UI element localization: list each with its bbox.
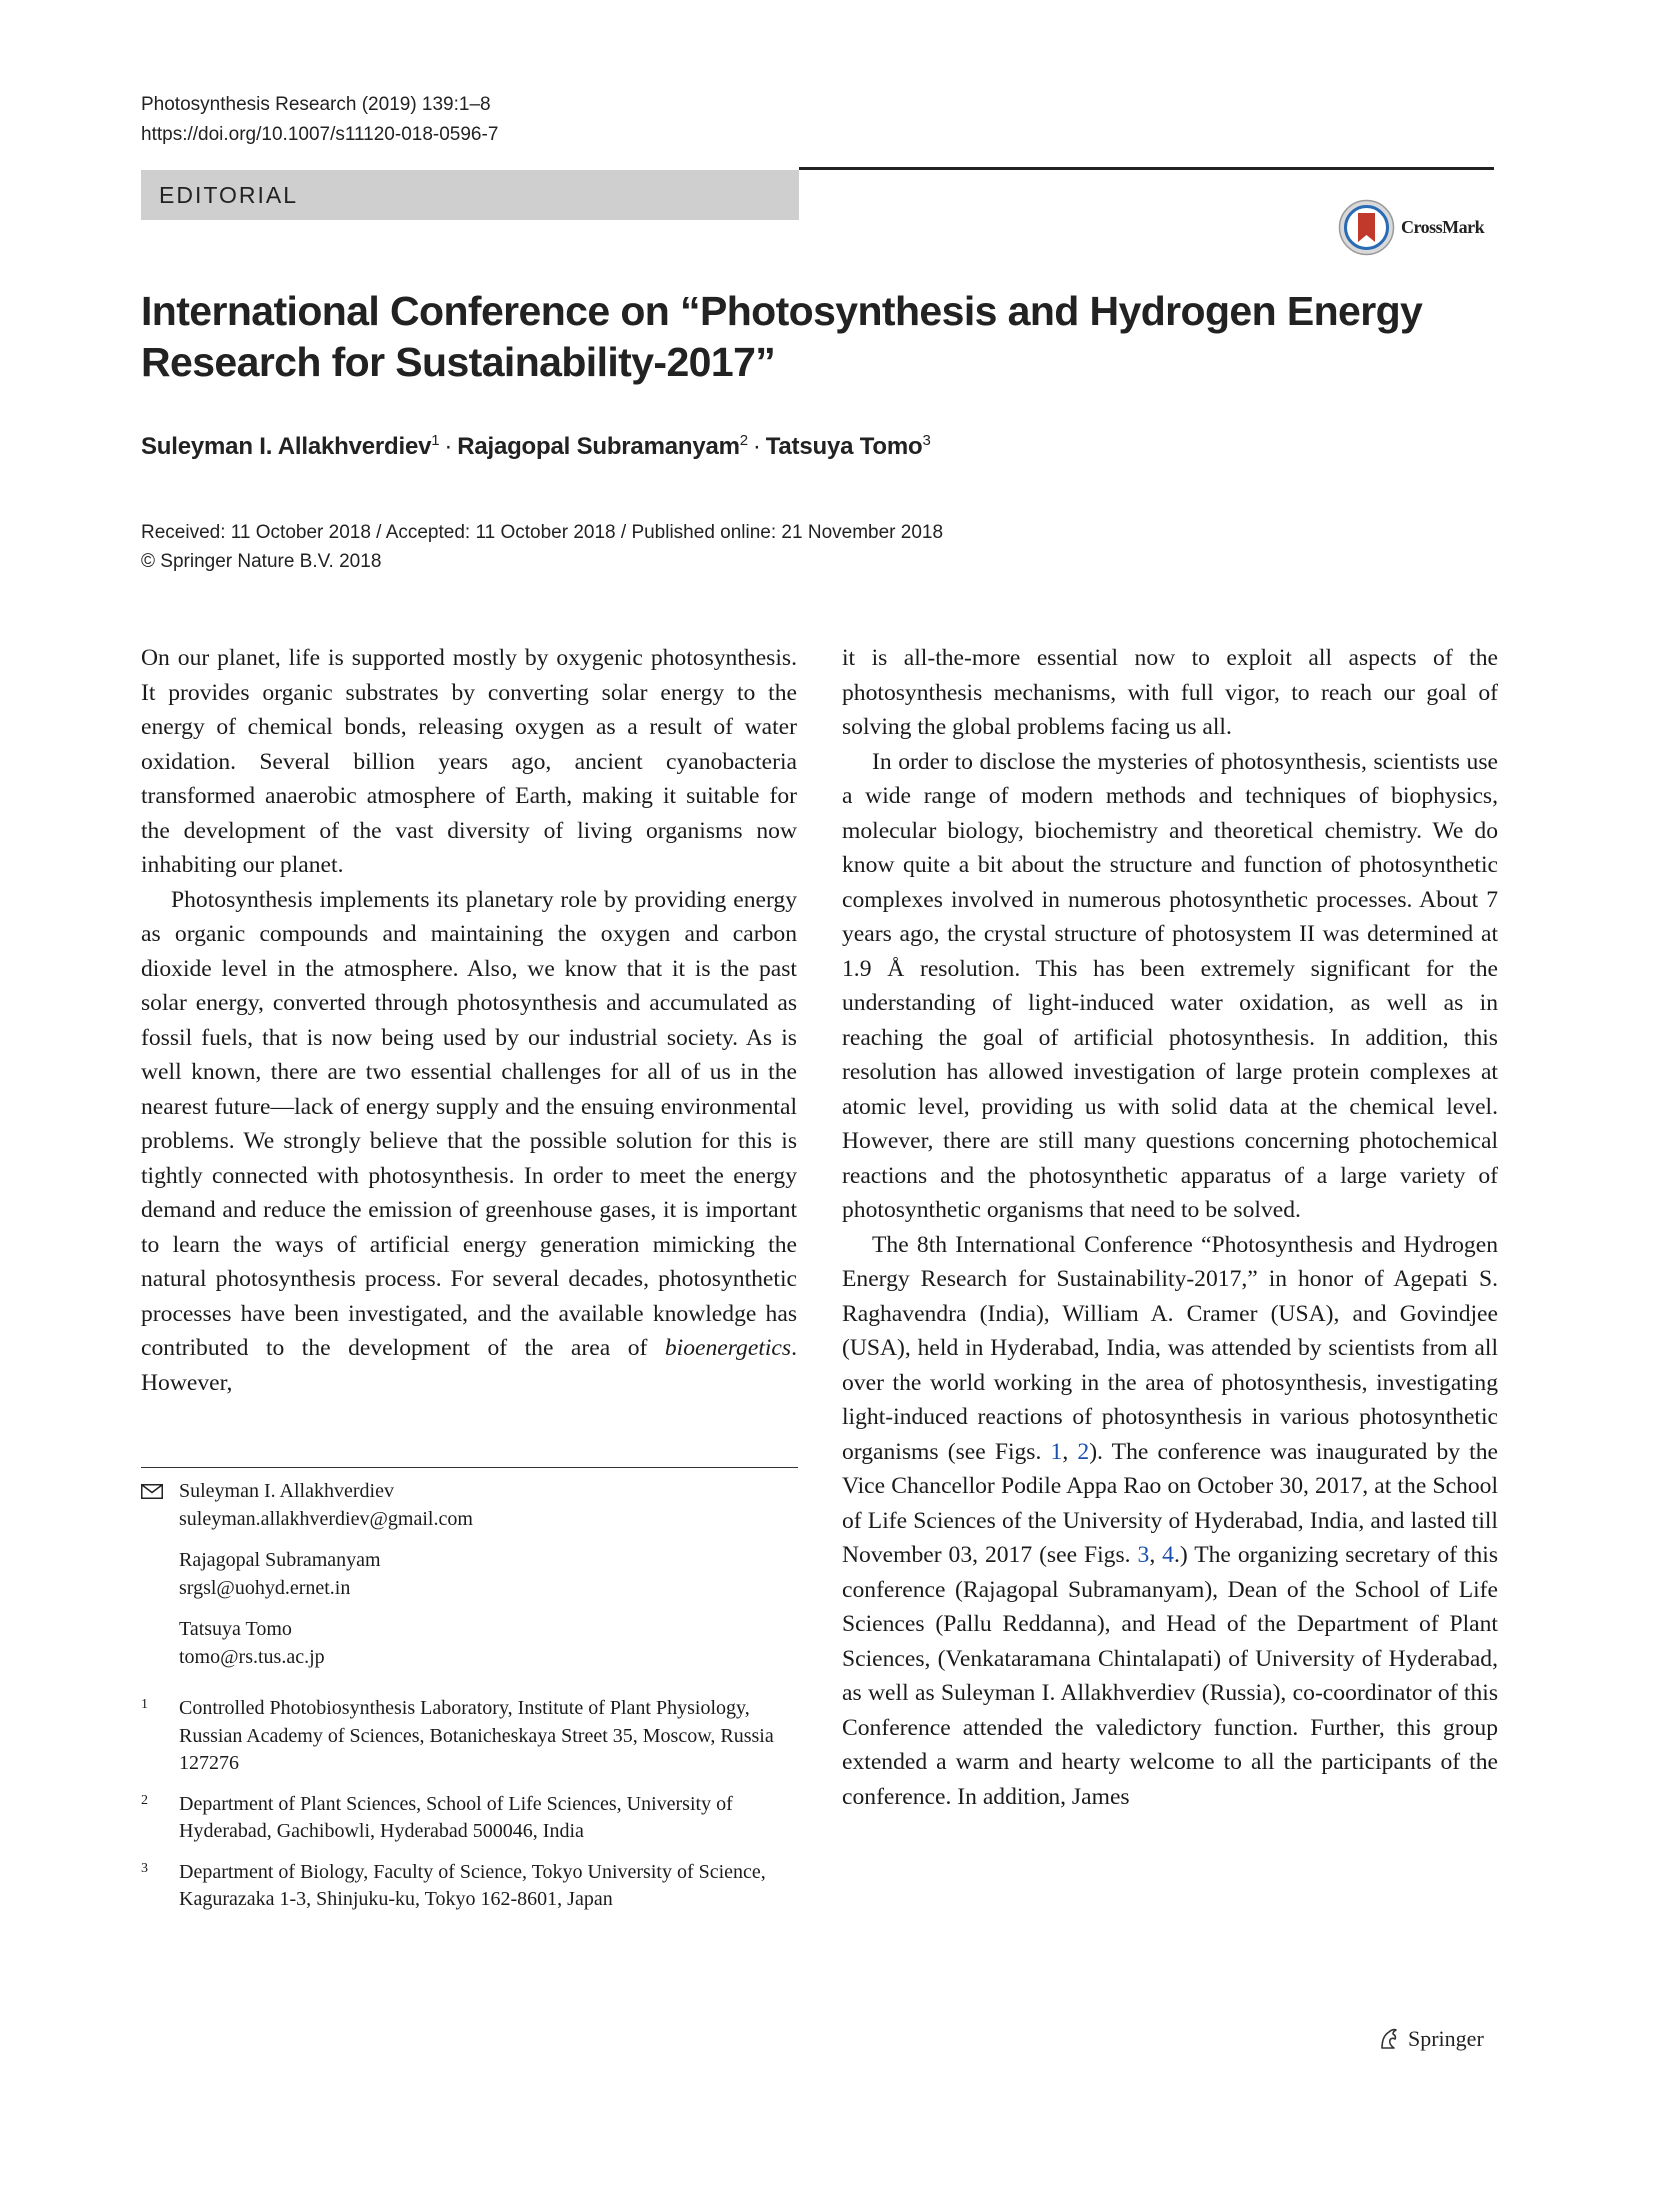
emphasis-term: bioenergetics [664, 1335, 792, 1361]
paragraph-text: . However, [141, 1335, 797, 1396]
figure-link[interactable]: 3 [1137, 1542, 1150, 1568]
affiliation-text: Department of Biology, Faculty of Science, Tokyo University of Science, Kagurazaka 1-3, Shinjuku-ku, Tokyo 162-8601, Japan [179, 1860, 766, 1910]
crossmark-icon [1338, 199, 1395, 256]
header-rule [799, 167, 1494, 170]
figure-link[interactable]: 1 [1050, 1438, 1063, 1465]
envelope-icon [141, 1484, 163, 1499]
affiliation [141, 1859, 798, 1914]
crossmark-label: CrossMark [1401, 217, 1485, 237]
author-separator: · [752, 433, 761, 460]
paragraph-text: ). The conference was inaugurated by the Vice Chancellor Podile Appa Rao on October 30, 2017, at the School of Life Sciences of the University of Hyderabad, India, and lasted till November 03, 2017 (see Figs. [842, 1438, 1499, 1568]
publication-dates [141, 518, 943, 576]
affiliation [141, 1791, 798, 1846]
affiliation-number: 2 [141, 1792, 148, 1808]
crossmark-badge[interactable] [1338, 199, 1484, 256]
contact-entry [141, 1616, 798, 1671]
contact-entry [141, 1478, 798, 1533]
paragraph-text: .) The organizing secretary of this conference (Rajagopal Subramanyam), Dean of the School of Life Sciences (Pallu Reddanna), and Head of the Department of Plant Sciences, (Venkataramana Chintalapati) of University of Hyderabad, as well as Suleyman I. Allakhverdiev (Russia), co-coordinator of this Conference attended the valedictory function. Further, this group extended a warm and hearty welcome to all the participants of the conference. In addition, James [842, 1542, 1499, 1810]
paragraph-text: The 8th International Conference “Photosynthesis and Hydrogen Energy Research for Sustainability-2017,” in honor of Agepati S. Raghavendra (India), William A. Cramer (USA), and Govindjee (USA), held in Hyderabad, India, was attended by scientists from all over the world working in the area of photosynthesis, investigating light-induced reactions of photosynthesis in various photosynthetic organisms (see Figs. [842, 1231, 1498, 1465]
paragraph [842, 1228, 1498, 1815]
publisher-footer [1376, 2026, 1484, 2052]
figure-link[interactable]: 4 [1162, 1542, 1174, 1568]
author-list [141, 432, 931, 461]
author-name[interactable]: Suleyman I. Allakhverdiev [141, 433, 432, 460]
article-title [141, 286, 1423, 388]
affiliation-number: 3 [141, 1860, 148, 1876]
author-separator: · [444, 433, 453, 460]
section-band [141, 170, 799, 220]
copyright: © Springer Nature B.V. 2018 [141, 551, 382, 572]
contact-email[interactable]: suleyman.allakhverdiev@gmail.com [179, 1507, 473, 1530]
paragraph: In order to disclose the mysteries of photosynthesis, scientists use a wide range of modern methods and techniques of biophysics, molecular biology, biochemistry and theoretical chemistry. We do know quite a bit about the structure and function of photosynthetic complexes involved in numerous photosynthetic processes. About 7 years ago, the crystal structure of photosystem II was determined at 1.9 Å resolution. This has been extremely significant for the understanding of light-induced water oxidation, as well as in reaching the goal of artificial photosynthesis. In addition, this resolution has allowed investigation of large protein complexes at atomic level, providing us with solid data at the chemical level. However, there are still many questions concerning photochemical reactions and the photosynthetic apparatus of a large variety of photosynthetic organisms that need to be solved. [842, 748, 1498, 1223]
section-label: EDITORIAL [159, 182, 298, 208]
journal-citation: Photosynthesis Research (2019) 139:1–8 [141, 94, 491, 115]
body-column-left [141, 641, 797, 1400]
publisher-label: Springer [1408, 2026, 1484, 2051]
affiliation [141, 1695, 798, 1778]
title-line-1: International Conference on “Photosynthesis and Hydrogen Energy [141, 288, 1423, 334]
contact-name: Tatsuya Tomo [179, 1618, 292, 1640]
figure-link[interactable]: 2 [1077, 1438, 1090, 1465]
paragraph-text: Photosynthesis implements its planetary role by providing energy as organic compounds and maintaining the oxygen and carbon dioxide level in the atmosphere. Also, we know that it is the past solar energy, converted through photosynthesis and accumulated as fossil fuels, that is now being used by our industrial society. As is well known, there are two essential challenges for all of us in the nearest future—lack of energy supply and the ensuing environmental problems. We strongly believe that the possible solution for this is tightly connected with photosynthesis. In order to meet the energy demand and reduce the emission of greenhouse gases, it is important to learn the ways of artificial energy generation mimicking the natural photosynthesis process. For several decades, photosynthetic processes have been investigated, and the available knowledge has contributed to the development of the area of [141, 886, 797, 1361]
title-line-2: Research for Sustainability-2017” [141, 339, 776, 385]
contact-entry [141, 1547, 798, 1602]
paragraph: it is all-the-more essential now to exploit all aspects of the photosynthesis mechanisms, with full vigor, to reach our goal of solving the global problems facing us all. [842, 645, 1498, 740]
affiliation-text: Controlled Photobiosynthesis Laboratory, Institute of Plant Physiology, Russian Academy of Sciences, Botanicheskaya Street 35, Moscow, Russia 127276 [179, 1697, 774, 1774]
paragraph [141, 883, 797, 1401]
affiliation-text: Department of Plant Sciences, School of Life Sciences, University of Hyderabad, Gachibowli, Hyderabad 500046, India [179, 1792, 733, 1842]
contact-name: Rajagopal Subramanyam [179, 1549, 381, 1571]
date-history: Received: 11 October 2018 / Accepted: 11 October 2018 / Published online: 21 November 2018 [141, 522, 944, 543]
paragraph-text: , [1149, 1542, 1163, 1568]
correspondence-block [141, 1478, 798, 1927]
footnote-rule [141, 1467, 798, 1468]
affiliation-number: 1 [141, 1697, 148, 1712]
author-name[interactable]: Tatsuya Tomo [765, 433, 923, 460]
author-name[interactable]: Rajagopal Subramanyam [457, 433, 740, 460]
doi-link[interactable]: https://doi.org/10.1007/s11120-018-0596-7 [141, 124, 499, 145]
author-affiliation-mark: 3 [922, 432, 931, 449]
contact-name: Suleyman I. Allakhverdiev [179, 1480, 394, 1502]
author-affiliation-mark: 1 [431, 432, 440, 449]
journal-header [141, 90, 498, 150]
contact-email[interactable]: srgsl@uohyd.ernet.in [179, 1576, 351, 1599]
springer-horse-icon [1376, 2026, 1402, 2052]
paragraph: On our planet, life is supported mostly by oxygenic photosynthesis. It provides organic substrates by converting solar energy to the energy of chemical bonds, releasing oxygen as a result of water oxidation. Several billion years ago, ancient cyanobacteria transformed anaerobic atmosphere of Earth, making it suitable for the development of the vast diversity of living organisms now inhabiting our planet. [141, 645, 797, 878]
author-affiliation-mark: 2 [739, 432, 748, 449]
paragraph-text: , [1062, 1438, 1078, 1465]
contact-email[interactable]: tomo@rs.tus.ac.jp [179, 1645, 325, 1668]
body-column-right [842, 641, 1498, 1814]
